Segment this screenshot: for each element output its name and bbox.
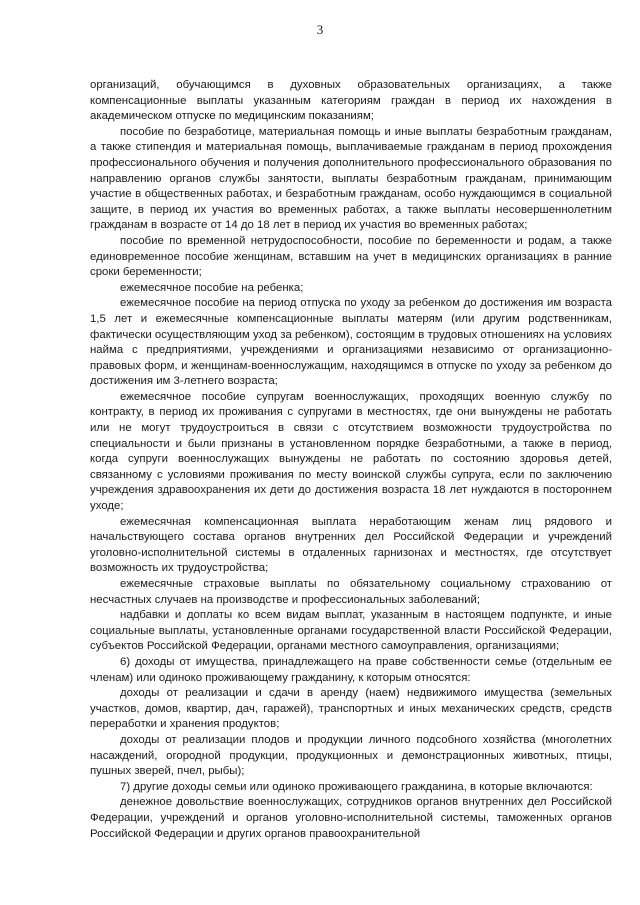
paragraph-2: пособие по безработице, материальная помощь и иные выплаты безработным гражданам, а также стипендия и материальная помощь, выплачиваемые гражданам в период прохождения профессионального обучения и получения дополнительного профессионального образования по направлению органов службы занятости, выплаты безработным гражданам, принимающим участие в общественных работах, и безработным гражданам, особо нуждающимся в социальной защите, в период их участия во временных работах, а также выплаты несовершеннолетним гражданам в возрасте от 14 до 18 лет в период их участия во временных работах;: [90, 125, 612, 232]
paragraph-7: ежемесячная компенсационная выплата неработающим женам лиц рядового и начальствующего состава органов внутренних дел Российской Федерации и учреждений уголовно-исполнительной системы в отдаленных гарнизонах и местностях, где отсутствует возможность их трудоустройства;: [90, 515, 612, 575]
paragraph-8: ежемесячные страховые выплаты по обязательному социальному страхованию от несчастных случаев на производстве и профессиональных заболеваний;: [90, 578, 612, 606]
page-number: 3: [316, 22, 324, 37]
paragraph-1: организаций, обучающимся в духовных образовательных организациях, а также компенсационные выплаты указанным категориям граждан в период их нахождения в академическом отпуске по медицинским показаниям;: [90, 79, 612, 123]
paragraph-14: денежное довольствие военнослужащих, сотрудников органов внутренних дел Российской Федерации, учреждений и органов уголовно-исполнительной системы, таможенных органов Российской Федерации и других органов правоохранительной: [90, 796, 612, 840]
paragraph-6: ежемесячное пособие супругам военнослужащих, проходящих военную службу по контракту, в период их проживания с супругами в местностях, где они вынуждены не работать или не могут трудоустроиться в связи с отсутствием возможности трудоустройства по специальности и были признаны в установленном порядке безработными, а также в период, когда супруги военнослужащих вынуждены не работать по состоянию здоровья детей, связанному с условиями проживания по месту воинской службы супруга, если по заключению учреждения здравоохранения их дети до достижения возраста 18 лет нуждаются в постороннем уходе;: [90, 390, 612, 513]
paragraph-3: пособие по временной нетрудоспособности, пособие по беременности и родам, а также единовременное пособие женщинам, вставшим на учет в медицинских организациях в ранние сроки беременности;: [90, 234, 612, 279]
paragraph-9: надбавки и доплаты ко всем видам выплат, указанным в настоящем подпункте, и иные социальные выплаты, установленные органами государственной власти Российской Федерации, субъектов Российской Федерации, органами местного самоуправления, организациями;: [90, 609, 612, 653]
paragraph-4: ежемесячное пособие на ребенка;: [120, 281, 304, 294]
document-body: [90, 78, 612, 842]
paragraph-5: ежемесячное пособие на период отпуска по уходу за ребенком до достижения им возраста 1,5 лет и ежемесячные компенсационные выплаты матерям (или другим родственникам, фактически осуществляющим уход за ребенком), состоящим в трудовых отношениях на условиях найма с предприятиями, учреждениями и организациями независимо от организационно-правовых форм, и женщинам-военнослужащим, находящимся в отпуске по уходу за ребенком до достижения им 3-летнего возраста;: [90, 297, 612, 388]
paragraph-13: 7) другие доходы семьи или одиноко проживающего гражданина, в которые включаются:: [120, 780, 593, 793]
paragraph-10: 6) доходы от имущества, принадлежащего на праве собственности семье (отдельным ее членам) или одиноко проживающему гражданину, к которым относятся:: [90, 655, 612, 684]
paragraph-11: доходы от реализации и сдачи в аренду (наем) недвижимого имущества (земельных участков, домов, квартир, дач, гаражей), транспортных и иных механических средств, средств переработки и хранения продуктов;: [90, 687, 612, 731]
paragraph-12: доходы от реализации плодов и продукции личного подсобного хозяйства (многолетних насаждений, огородной продукции, продукционных и демонстрационных животных, птицы, пушных зверей, пчел, рыбы);: [90, 733, 612, 778]
